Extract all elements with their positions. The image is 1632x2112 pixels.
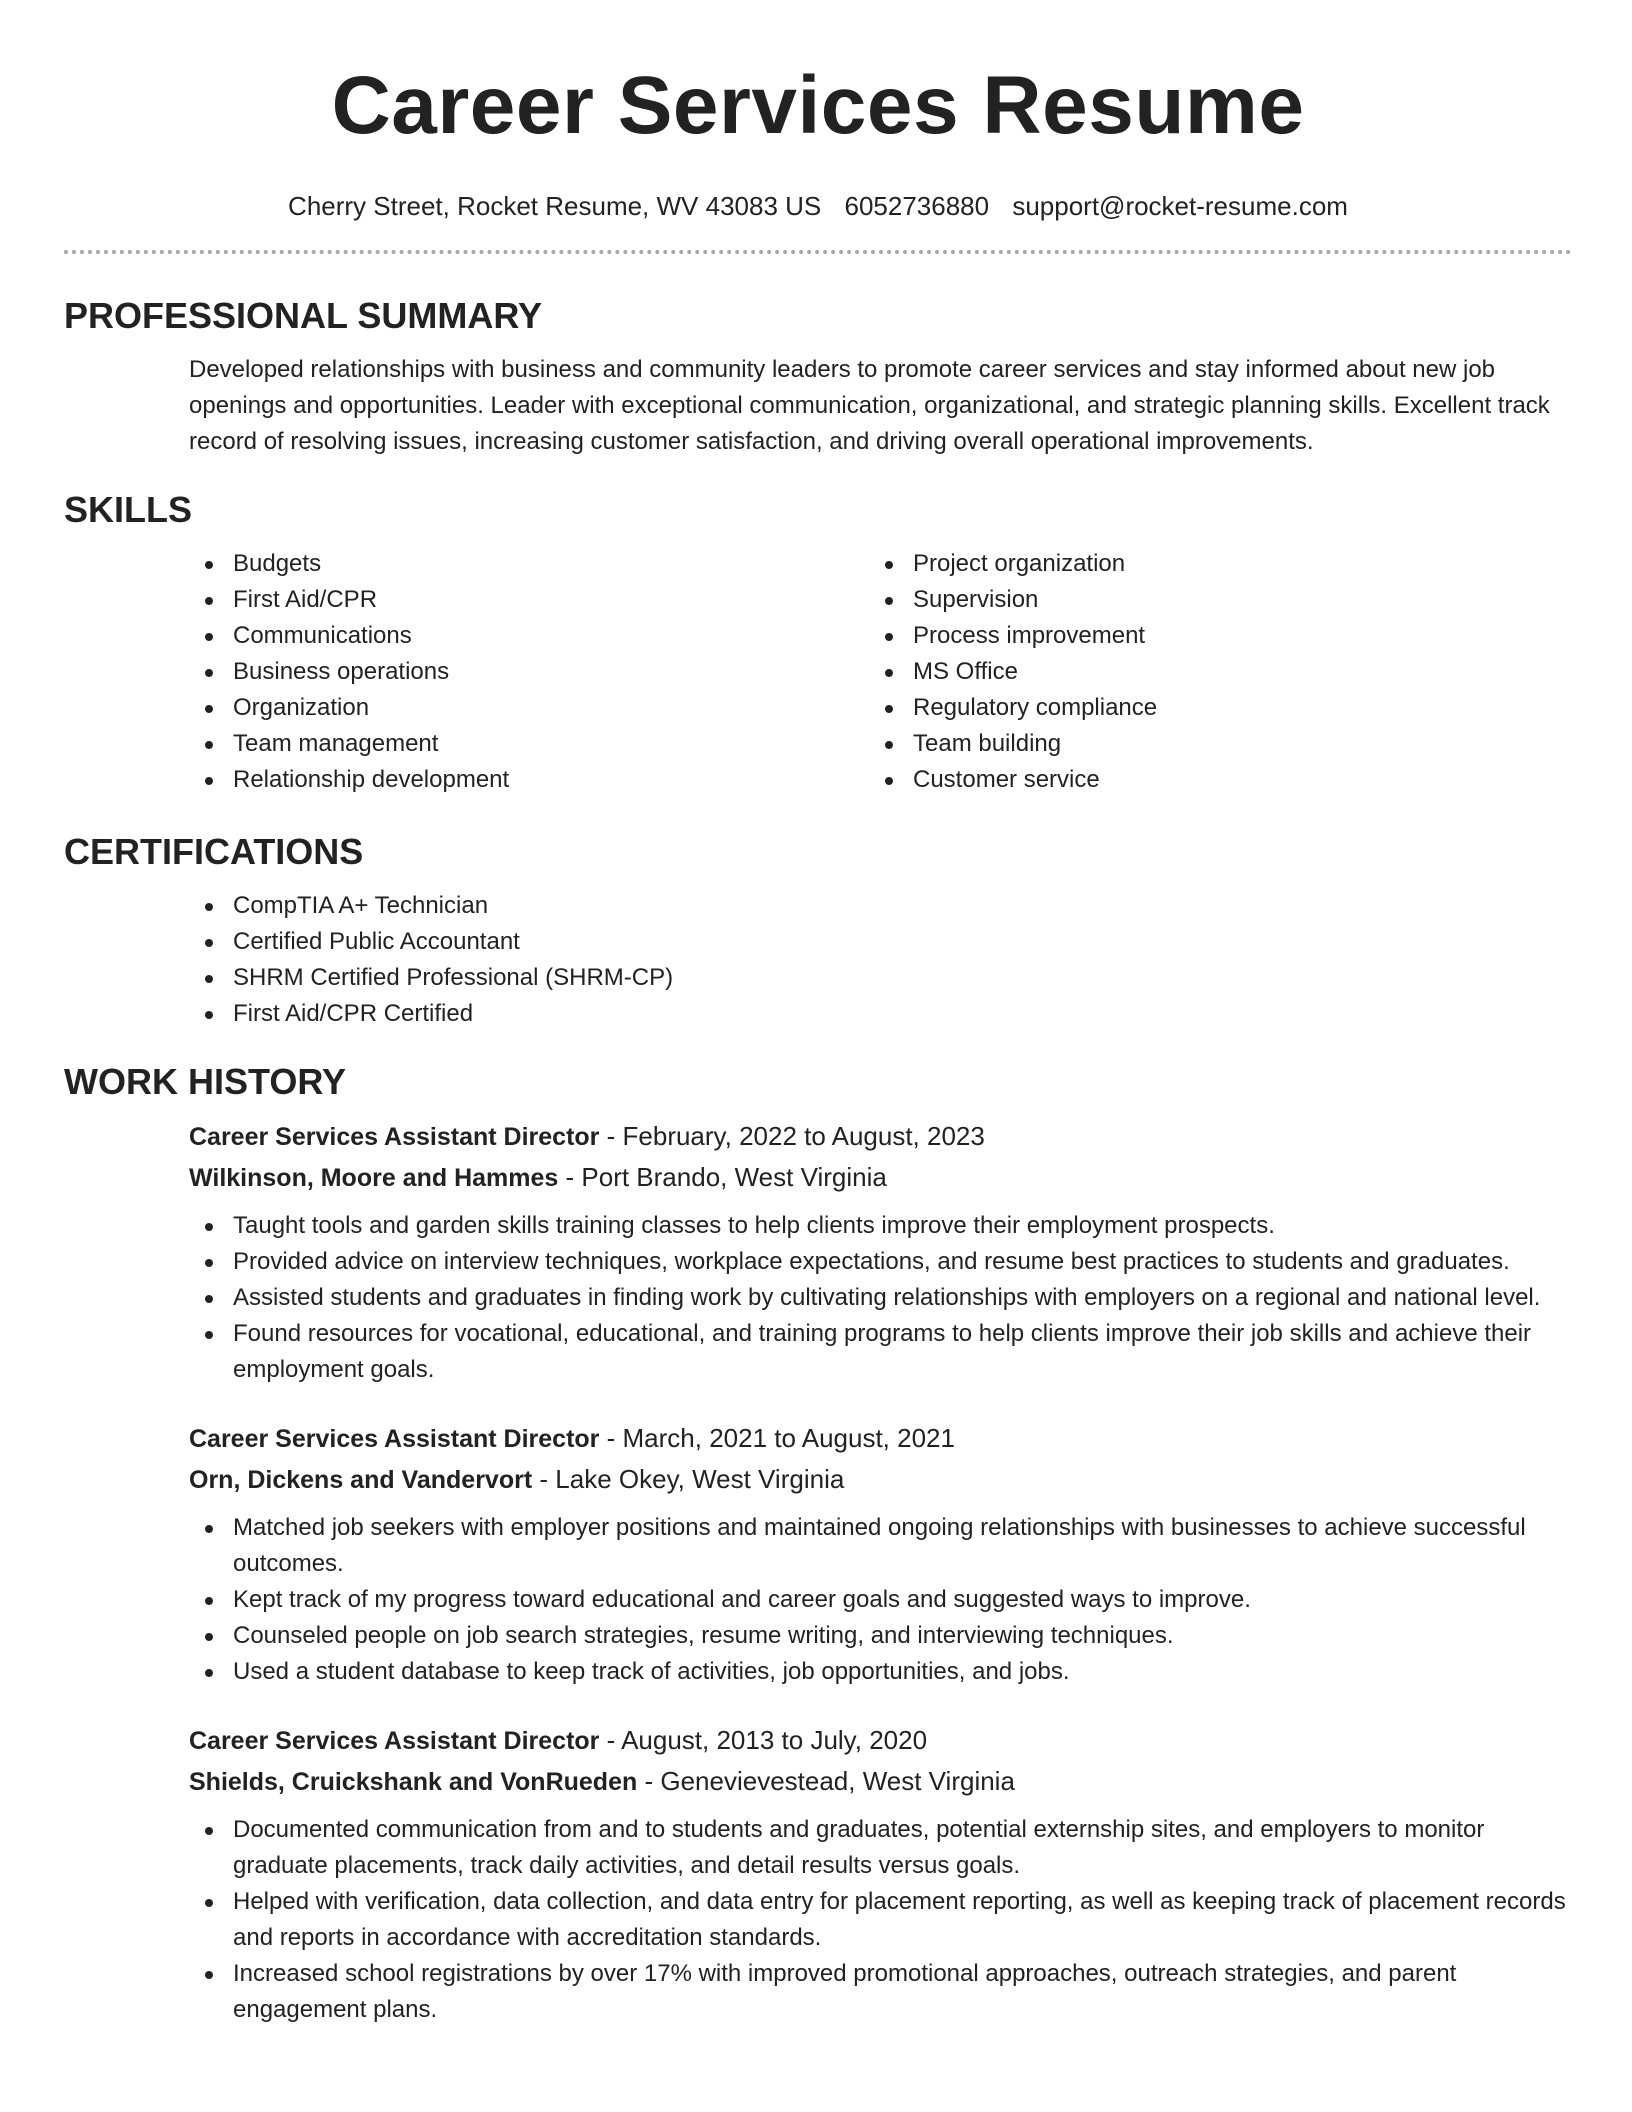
job-company: Shields, Cruickshank and VonRueden	[189, 1768, 638, 1796]
job-bullet: Counseled people on job search strategies, resume writing, and interviewing techniques.	[189, 1618, 1572, 1654]
job-company: Wilkinson, Moore and Hammes	[189, 1164, 559, 1192]
job-bullet: Found resources for vocational, educational, and training programs to help clients improve their job skills and achieve their employment goals.	[189, 1316, 1572, 1388]
job-bullets	[189, 1510, 1572, 1690]
skill-item: Team management	[189, 726, 869, 762]
resume-name: Career Services Resume	[331, 60, 1305, 151]
job-dates: - August, 2013 to July, 2020	[599, 1725, 928, 1755]
job-bullet: Kept track of my progress toward educational and career goals and suggested ways to improve.	[189, 1582, 1572, 1618]
skill-item: Team building	[869, 726, 1549, 762]
job-title-line	[189, 1720, 1572, 1761]
job-entry	[189, 1116, 1572, 1388]
skills-section	[64, 488, 1572, 798]
job-role: Career Services Assistant Director	[189, 1425, 600, 1453]
certification-item: CompTIA A+ Technician	[189, 888, 1572, 924]
job-role: Career Services Assistant Director	[189, 1123, 600, 1151]
summary-title: PROFESSIONAL SUMMARY	[64, 295, 543, 336]
contact-phone: 6052736880	[844, 191, 990, 221]
summary-section	[64, 294, 1572, 460]
skill-item: Customer service	[869, 762, 1549, 798]
skills-list-right	[869, 546, 1549, 798]
skill-item: Communications	[189, 618, 869, 654]
job-company-line	[189, 1761, 1572, 1802]
job-bullets	[189, 1208, 1572, 1388]
job-dates: - February, 2022 to August, 2023	[599, 1121, 985, 1151]
job-company: Orn, Dickens and Vandervort	[189, 1466, 533, 1494]
job-entry	[189, 1418, 1572, 1690]
job-location: - Genevievestead, West Virginia	[637, 1766, 1015, 1796]
job-title-line	[189, 1116, 1572, 1157]
certification-item: SHRM Certified Professional (SHRM-CP)	[189, 960, 1572, 996]
job-title-line	[189, 1418, 1572, 1459]
certifications-title: CERTIFICATIONS	[64, 831, 364, 872]
contact-address: Cherry Street, Rocket Resume, WV 43083 US	[288, 191, 822, 221]
resume-header	[64, 0, 1572, 222]
work-history-section	[64, 1060, 1572, 2028]
skill-item: Organization	[189, 690, 869, 726]
job-bullet: Taught tools and garden skills training classes to help clients improve their employment prospects.	[189, 1208, 1572, 1244]
header-divider	[64, 250, 1572, 254]
summary-text: Developed relationships with business and community leaders to promote career services and stay informed about new job openings and opportunities. Leader with exceptional communication, organizational, and strategic planning skills. Excellent track record of resolving issues, increasing customer satisfaction, and driving overall operational improvements.	[189, 356, 1550, 455]
job-location: - Lake Okey, West Virginia	[532, 1464, 845, 1494]
job-role: Career Services Assistant Director	[189, 1727, 600, 1755]
certification-item: Certified Public Accountant	[189, 924, 1572, 960]
job-company-line	[189, 1459, 1572, 1500]
skill-item: Regulatory compliance	[869, 690, 1549, 726]
job-bullet: Helped with verification, data collection, and data entry for placement reporting, as well as keeping track of placement records and reports in accordance with accreditation standards.	[189, 1884, 1572, 1956]
job-location: - Port Brando, West Virginia	[558, 1162, 887, 1192]
job-bullet: Assisted students and graduates in finding work by cultivating relationships with employers on a regional and national level.	[189, 1280, 1572, 1316]
skills-list-left	[189, 546, 869, 798]
skill-item: First Aid/CPR	[189, 582, 869, 618]
certifications-section	[64, 830, 1572, 1032]
skills-title: SKILLS	[64, 489, 193, 530]
job-bullets	[189, 1812, 1572, 2028]
skill-item: MS Office	[869, 654, 1549, 690]
skills-grid	[189, 546, 1572, 798]
job-bullet: Increased school registrations by over 17% with improved promotional approaches, outreach strategies, and parent engagement plans.	[189, 1956, 1572, 2028]
certifications-body	[189, 888, 1572, 1032]
contact-email: support@rocket-resume.com	[1012, 191, 1348, 221]
resume-page	[64, 0, 1572, 2028]
job-bullet: Used a student database to keep track of activities, job opportunities, and jobs.	[189, 1654, 1572, 1690]
job-entry	[189, 1720, 1572, 2028]
job-company-line	[189, 1157, 1572, 1198]
skill-item: Supervision	[869, 582, 1549, 618]
skill-item: Budgets	[189, 546, 869, 582]
certifications-list	[189, 888, 1572, 1032]
work-history-title: WORK HISTORY	[64, 1061, 347, 1102]
certification-item: First Aid/CPR Certified	[189, 996, 1572, 1032]
job-bullet: Documented communication from and to students and graduates, potential externship sites, and employers to monitor graduate placements, track daily activities, and detail results versus goals.	[189, 1812, 1572, 1884]
contact-line	[64, 190, 1572, 222]
skill-item: Relationship development	[189, 762, 869, 798]
skill-item: Project organization	[869, 546, 1549, 582]
skill-item: Process improvement	[869, 618, 1549, 654]
job-bullet: Provided advice on interview techniques, workplace expectations, and resume best practices to students and graduates.	[189, 1244, 1572, 1280]
job-dates: - March, 2021 to August, 2021	[599, 1423, 955, 1453]
skill-item: Business operations	[189, 654, 869, 690]
job-bullet: Matched job seekers with employer positions and maintained ongoing relationships with businesses to achieve successful outcomes.	[189, 1510, 1572, 1582]
